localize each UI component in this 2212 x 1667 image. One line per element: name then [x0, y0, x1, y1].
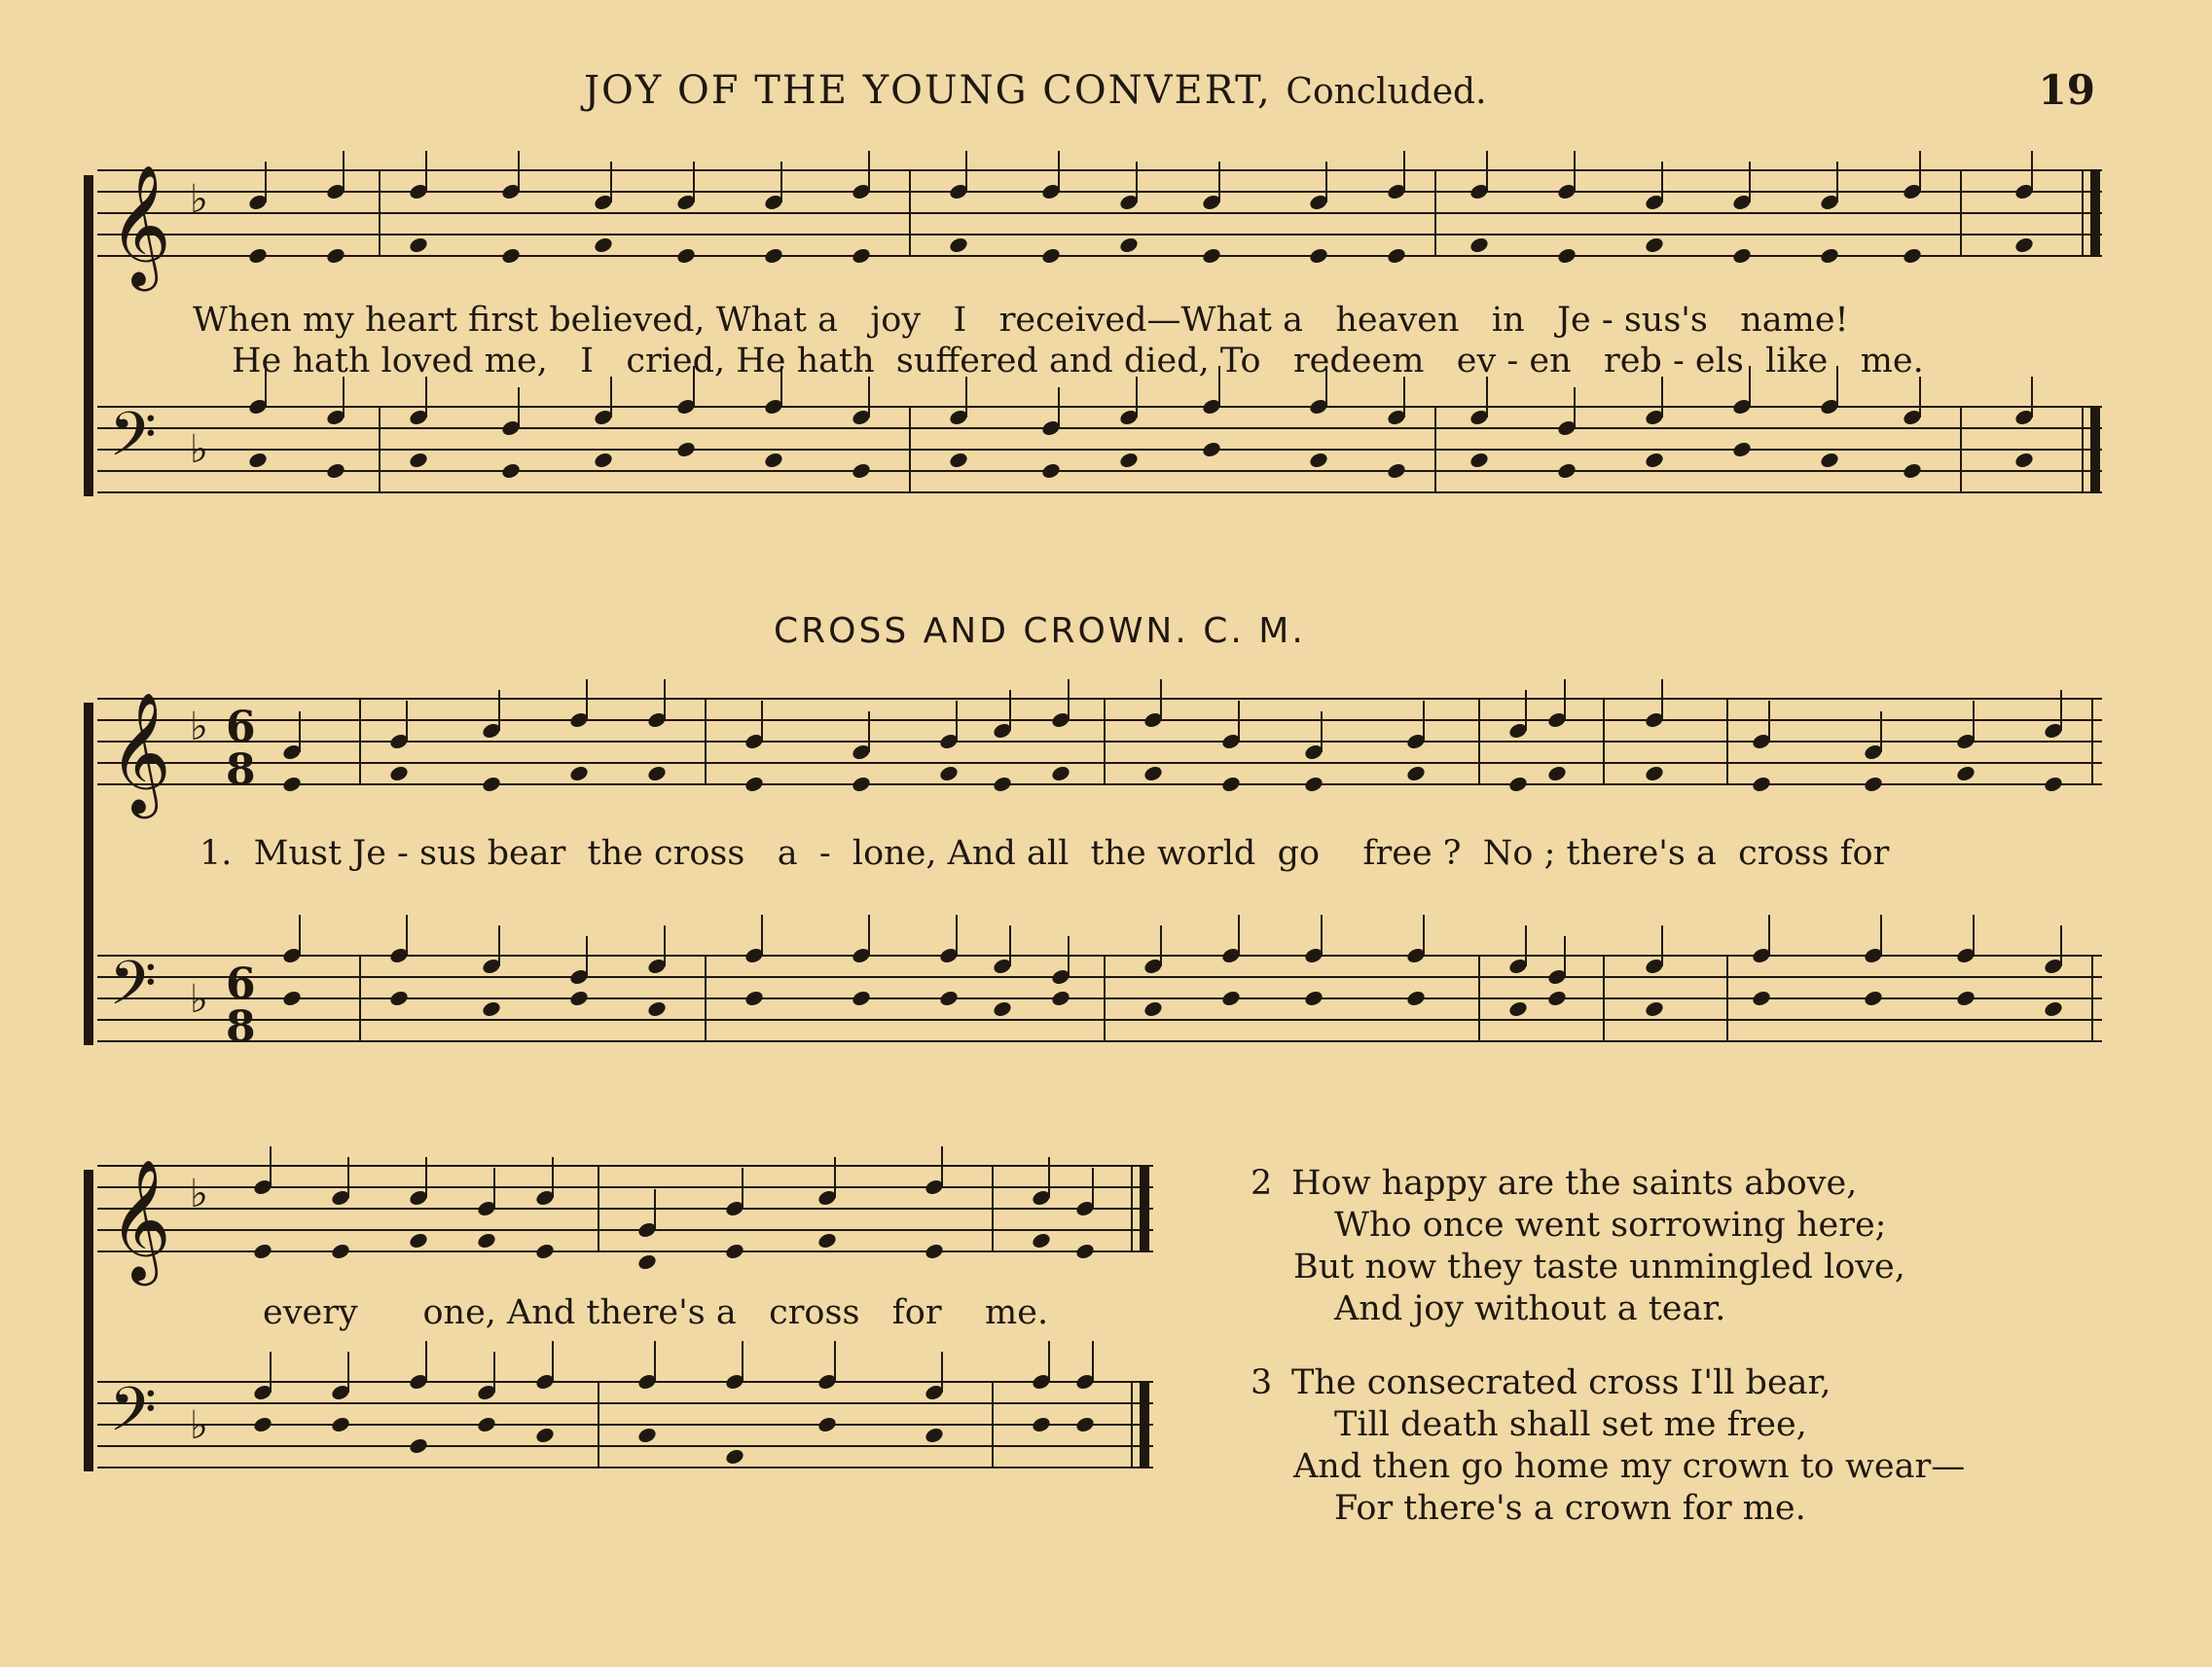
- note-head: [1751, 775, 1772, 793]
- note-head: [1303, 989, 1324, 1007]
- verse-2-line-3: But now they taste unmingled love,: [1293, 1248, 1905, 1286]
- note-head: [1955, 764, 1976, 782]
- system-2-lyric-line-1: 1. Must Je - sus bear the cross a - lone, And all the world go free ? No ; there's a cross for: [199, 834, 1890, 873]
- note-head: [2043, 775, 2064, 793]
- note-head: [1405, 989, 1427, 1007]
- running-title-suffix: Concluded.: [1286, 72, 1487, 112]
- verse-3-line-1: 3 The consecrated cross I'll bear,: [1251, 1363, 1831, 1402]
- svg-text:𝄞: 𝄞: [109, 1159, 171, 1281]
- system-3-music: [0, 0, 1168, 1518]
- note-head: [1220, 989, 1242, 1007]
- note-head: [1507, 775, 1529, 793]
- svg-text:♭: ♭: [190, 705, 208, 749]
- note-head: [534, 1426, 556, 1444]
- svg-text:6: 6: [226, 960, 256, 1009]
- svg-text:♭: ♭: [190, 1403, 208, 1448]
- verse-3-line-2: Till death shall set me free,: [1334, 1405, 1807, 1444]
- system-1-lyric-line-1: When my heart first believed, What a joy I received—What a heaven in Je - sus's name!: [193, 301, 1849, 340]
- note-head: [924, 1426, 945, 1444]
- note-head: [1751, 989, 1772, 1007]
- system-1-lyric-line-2: He hath loved me, I cried, He hath suffered and died, To redeem ev - en reb - els like me.: [232, 342, 1924, 381]
- svg-text:♭: ♭: [190, 977, 208, 1022]
- verse-3-line-4: For there's a crown for me.: [1334, 1489, 1806, 1528]
- svg-text:𝄢: 𝄢: [109, 1373, 157, 1460]
- note-head: [476, 1415, 497, 1433]
- svg-text:𝄞: 𝄞: [109, 692, 171, 814]
- verse-3-number: 3: [1251, 1363, 1273, 1402]
- svg-text:𝄞: 𝄞: [109, 164, 171, 286]
- note-head: [636, 1252, 658, 1271]
- verse-2-line-4: And joy without a tear.: [1334, 1289, 1726, 1328]
- note-head: [1074, 1415, 1096, 1433]
- verse-2-number: 2: [1251, 1164, 1273, 1203]
- note-head: [252, 1415, 273, 1433]
- note-head: [1863, 775, 1884, 793]
- verse-3: [1251, 1362, 1965, 1530]
- note-head: [252, 1242, 273, 1260]
- svg-text:𝄢: 𝄢: [109, 398, 157, 485]
- svg-text:♭: ♭: [190, 1172, 208, 1216]
- note-head: [1955, 989, 1976, 1007]
- note-head: [1863, 989, 1884, 1007]
- svg-text:8: 8: [226, 745, 256, 795]
- note-head: [1507, 999, 1529, 1018]
- svg-text:♭: ♭: [190, 427, 208, 472]
- note-head: [2043, 999, 2064, 1018]
- svg-text:♭: ♭: [190, 177, 208, 222]
- note-head: [816, 1231, 838, 1250]
- note-head: [724, 1242, 745, 1260]
- verse-3-line-3: And then go home my crown to wear—: [1293, 1447, 1966, 1486]
- note-head: [330, 1415, 351, 1433]
- verse-2: [1251, 1163, 1905, 1330]
- hymn-title: CROSS AND CROWN. C. M.: [774, 611, 1306, 651]
- svg-text:8: 8: [226, 1002, 256, 1052]
- note-head: [1644, 999, 1665, 1018]
- running-title-text: JOY OF THE YOUNG CONVERT,: [584, 68, 1272, 113]
- svg-text:𝄢: 𝄢: [109, 947, 157, 1033]
- note-head: [1074, 1242, 1096, 1260]
- note-head: [1031, 1231, 1052, 1250]
- note-head: [724, 1447, 745, 1466]
- system-3-lyric-line: every one, And there's a cross for me.: [263, 1293, 1049, 1332]
- note-head: [816, 1415, 838, 1433]
- note-head: [636, 1426, 658, 1444]
- note-head: [1546, 764, 1568, 782]
- note-head: [1303, 775, 1324, 793]
- page-number: 19: [2038, 66, 2095, 114]
- note-head: [1644, 764, 1665, 782]
- note-head: [1546, 989, 1568, 1007]
- note-head: [330, 1242, 351, 1260]
- note-head: [476, 1231, 497, 1250]
- verse-2-line-2: Who once went sorrowing here;: [1334, 1206, 1887, 1245]
- note-head: [408, 1231, 429, 1250]
- svg-text:6: 6: [226, 703, 256, 752]
- note-head: [408, 1436, 429, 1455]
- note-head: [1220, 775, 1242, 793]
- note-head: [534, 1242, 556, 1260]
- note-head: [924, 1242, 945, 1260]
- note-head: [1031, 1415, 1052, 1433]
- verse-2-line-1: 2 How happy are the saints above,: [1251, 1164, 1858, 1203]
- note-head: [1405, 764, 1427, 782]
